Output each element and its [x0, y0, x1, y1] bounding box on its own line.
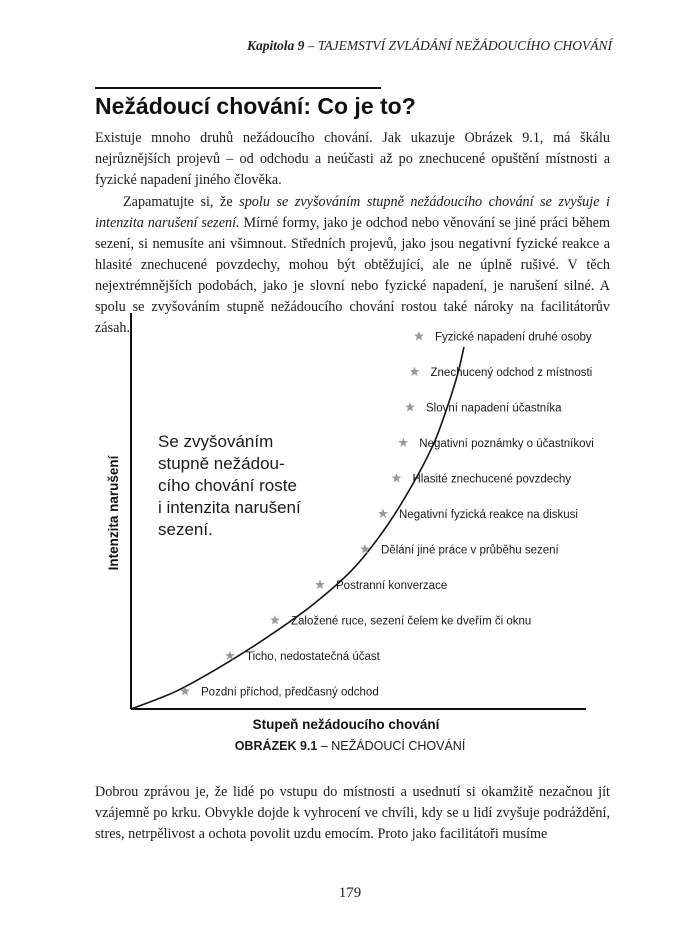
running-head-chapter: Kapitola 9	[246, 38, 305, 53]
data-point-label: Dělání jiné práce v průběhu sezení	[381, 544, 559, 557]
data-point-marker	[392, 473, 402, 482]
running-head-title: TAJEMSTVÍ ZVLÁDÁNÍ NEŽÁDOUCÍHO CHOVÁNÍ	[317, 38, 612, 53]
x-axis-label: Stupeň nežádoucího chování	[252, 717, 440, 732]
annotation-line-3: cího chování roste	[158, 476, 297, 495]
data-point-label: Založené ruce, sezení čelem ke dveřím či oknu	[291, 615, 532, 628]
section-rule	[95, 87, 381, 89]
data-point-label: Fyzické napadení druhé osoby	[435, 331, 592, 344]
data-point-label: Pozdní příchod, předčasný odchod	[201, 686, 379, 699]
figure-caption-label: OBRÁZEK 9.1	[234, 739, 318, 753]
paragraph-remember-emphasis: spolu se zvyšováním stupně nežádoucího chování se zvyšuje i intenzita narušení sezení.	[95, 194, 610, 231]
running-head	[247, 38, 612, 54]
data-point-marker	[414, 331, 424, 340]
section-title: Nežádoucí chování: Co je to?	[95, 93, 416, 119]
figure-caption	[0, 739, 700, 753]
data-point-marker	[270, 615, 280, 624]
running-head-separator: –	[304, 38, 318, 53]
paragraph-remember-start: Zapamatujte si, že	[123, 194, 240, 210]
paragraph-good-news: Dobrou zprávou je, že lidé po vstupu do místnosti a usednutí si okamžitě nezačnou jít vzájemně po krku. Obvykle dojde k vyhrocení ve chvíli, kdy se u lidí zvyšuje podráždění, stres, netrpělivost a ochota povolit uzdu emocím. Proto jako facilitátoři musíme	[95, 784, 610, 842]
annotation-line-2: stupně nežádou-	[158, 454, 285, 473]
annotation-line-5: sezení.	[158, 520, 213, 539]
y-axis-label: Intenzita narušení	[106, 455, 121, 571]
paragraph-remember-end: Mírné formy, jako je odchod nebo věnování se jiné práci během sezení, si nemusíte ani všimnout. Středních projevů, jako jsou negativní fyzické reakce a hlasité znechucené povzdechy, mohou být obtěžující, ale ne úplně rušivé. V těch nejextrémnějších podobách, jako je slovní nebo fyzické napadení, je narušení silné. A spolu se zvyšováním stupně nežádoucího chování rostou také nároky na facilitátorův zásah.	[95, 215, 610, 336]
data-point-marker	[398, 438, 408, 447]
data-point-label: Negativní poznámky o účastníkovi	[419, 437, 594, 450]
data-point-label: Znechucený odchod z místnosti	[430, 366, 593, 379]
data-point-marker	[410, 367, 420, 377]
figure-caption-separator: –	[317, 739, 332, 753]
annotation-line-4: i intenzita narušení	[158, 498, 301, 517]
data-point-marker	[405, 402, 415, 412]
data-point-label: Ticho, nedostatečná účast	[246, 650, 380, 663]
page-number: 179	[338, 885, 362, 901]
annotation-line-1: Se zvyšováním	[158, 432, 274, 451]
data-point-label: Negativní fyzická reakce na diskusi	[399, 508, 578, 521]
behavior-chart	[0, 305, 700, 735]
figure-caption-text: NEŽÁDOUCÍ CHOVÁNÍ	[331, 739, 466, 753]
data-point-marker	[180, 686, 190, 695]
data-point-label: Slovní napadení účastníka	[426, 402, 562, 415]
data-point-marker	[315, 580, 325, 589]
paragraph-intro: Existuje mnoho druhů nežádoucího chování. Jak ukazuje Obrázek 9.1, má škálu nejrůznějších projevů – od odchodu a neúčasti až po znechucené opuštění místnosti a fyzické napadení jiného člověka.	[95, 130, 610, 188]
data-point-label: Postranní konverzace	[336, 579, 448, 592]
data-point-marker	[378, 509, 388, 518]
data-point-label: Hlasité znechucené povzdechy	[412, 473, 572, 486]
